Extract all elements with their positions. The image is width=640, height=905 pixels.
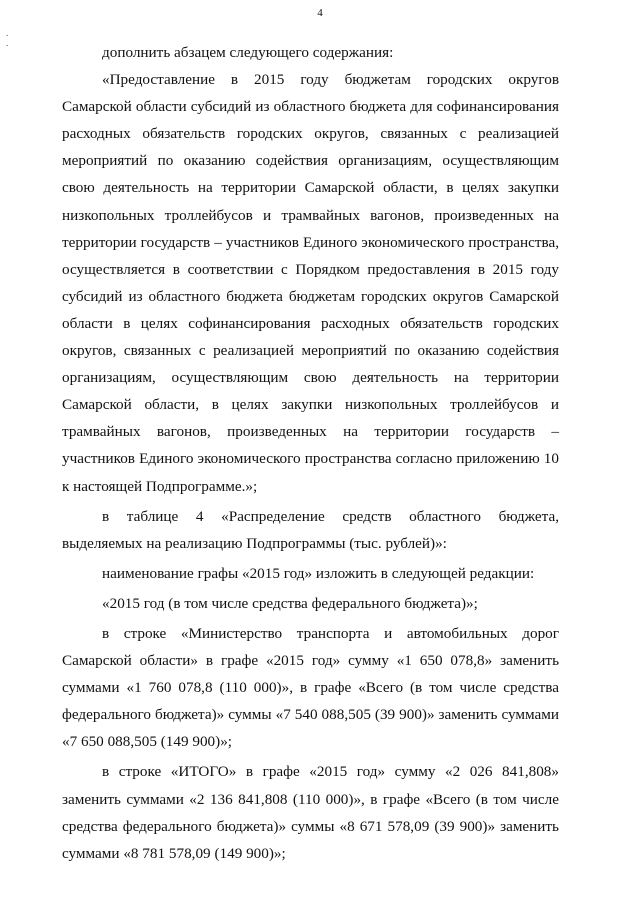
paragraph-column-name: наименование графы «2015 год» изложить в следующей редакции: [102,564,535,582]
paragraph-total-row: в строке «ИТОГО» в графе «2015 год» сумму «2 026 841,808» заменить суммами «2 136 841,808 (110 000)», в графе «Всего (в том числе средства федерального бюджета)» суммы «8 671 578,09 (39 900)» заменить суммами «8 781 578,09 (149 900)»; [62,763,559,862]
paragraph-table-ref: в таблице 4 «Распределение средств областного бюджета, выделяемых на реализацию Подпрограммы (тыс. рублей)»: [62,507,559,552]
document-body [62,39,559,867]
margin-mark: . . [6,28,9,48]
paragraph-ministry-row: в строке «Министерство транспорта и автомобильных дорог Самарской области» в графе «2015 год» сумму «1 650 078,8» заменить суммами «1 760 078,8 (110 000)», в графе «Всего (в том числе средства федерального бюджета)» суммы «7 540 088,505 (39 900)» заменить суммами «7 650 088,505 (149 900)»; [62,624,559,751]
page-number: 4 [317,7,323,19]
paragraph-intro: дополнить абзацем следующего содержания: [102,44,394,61]
paragraph-quote: «Предоставление в 2015 году бюджетам городских округов Самарской области субсидий из областного бюджета для софинансирования расходных обязательств городских округов, связанных с реализацией мероприятий по оказанию содействия организациям, осуществляющим свою деятельность на территории Самарской области, в целях закупки низкопольных троллейбусов и трамвайных вагонов, произведенных на территории государств – участников Единого экономического пространства, осуществляется в соответствии с Порядком предоставления в 2015 году субсидий из областного бюджета бюджетам городских округов Самарской области в целях софинансирования расходных обязательств городских округов, связанных с реализацией мероприятий по оказанию содействия организациям, осуществляющим свою деятельность на территории Самарской области, в целях закупки низкопольных троллейбусов и трамвайных вагонов, произведенных на территории государств – участников Единого экономического пространства согласно приложению 10 к настоящей Подпрограмме.»; [62,71,559,495]
paragraph-column-new: «2015 год (в том числе средства федерального бюджета)»; [102,594,478,612]
